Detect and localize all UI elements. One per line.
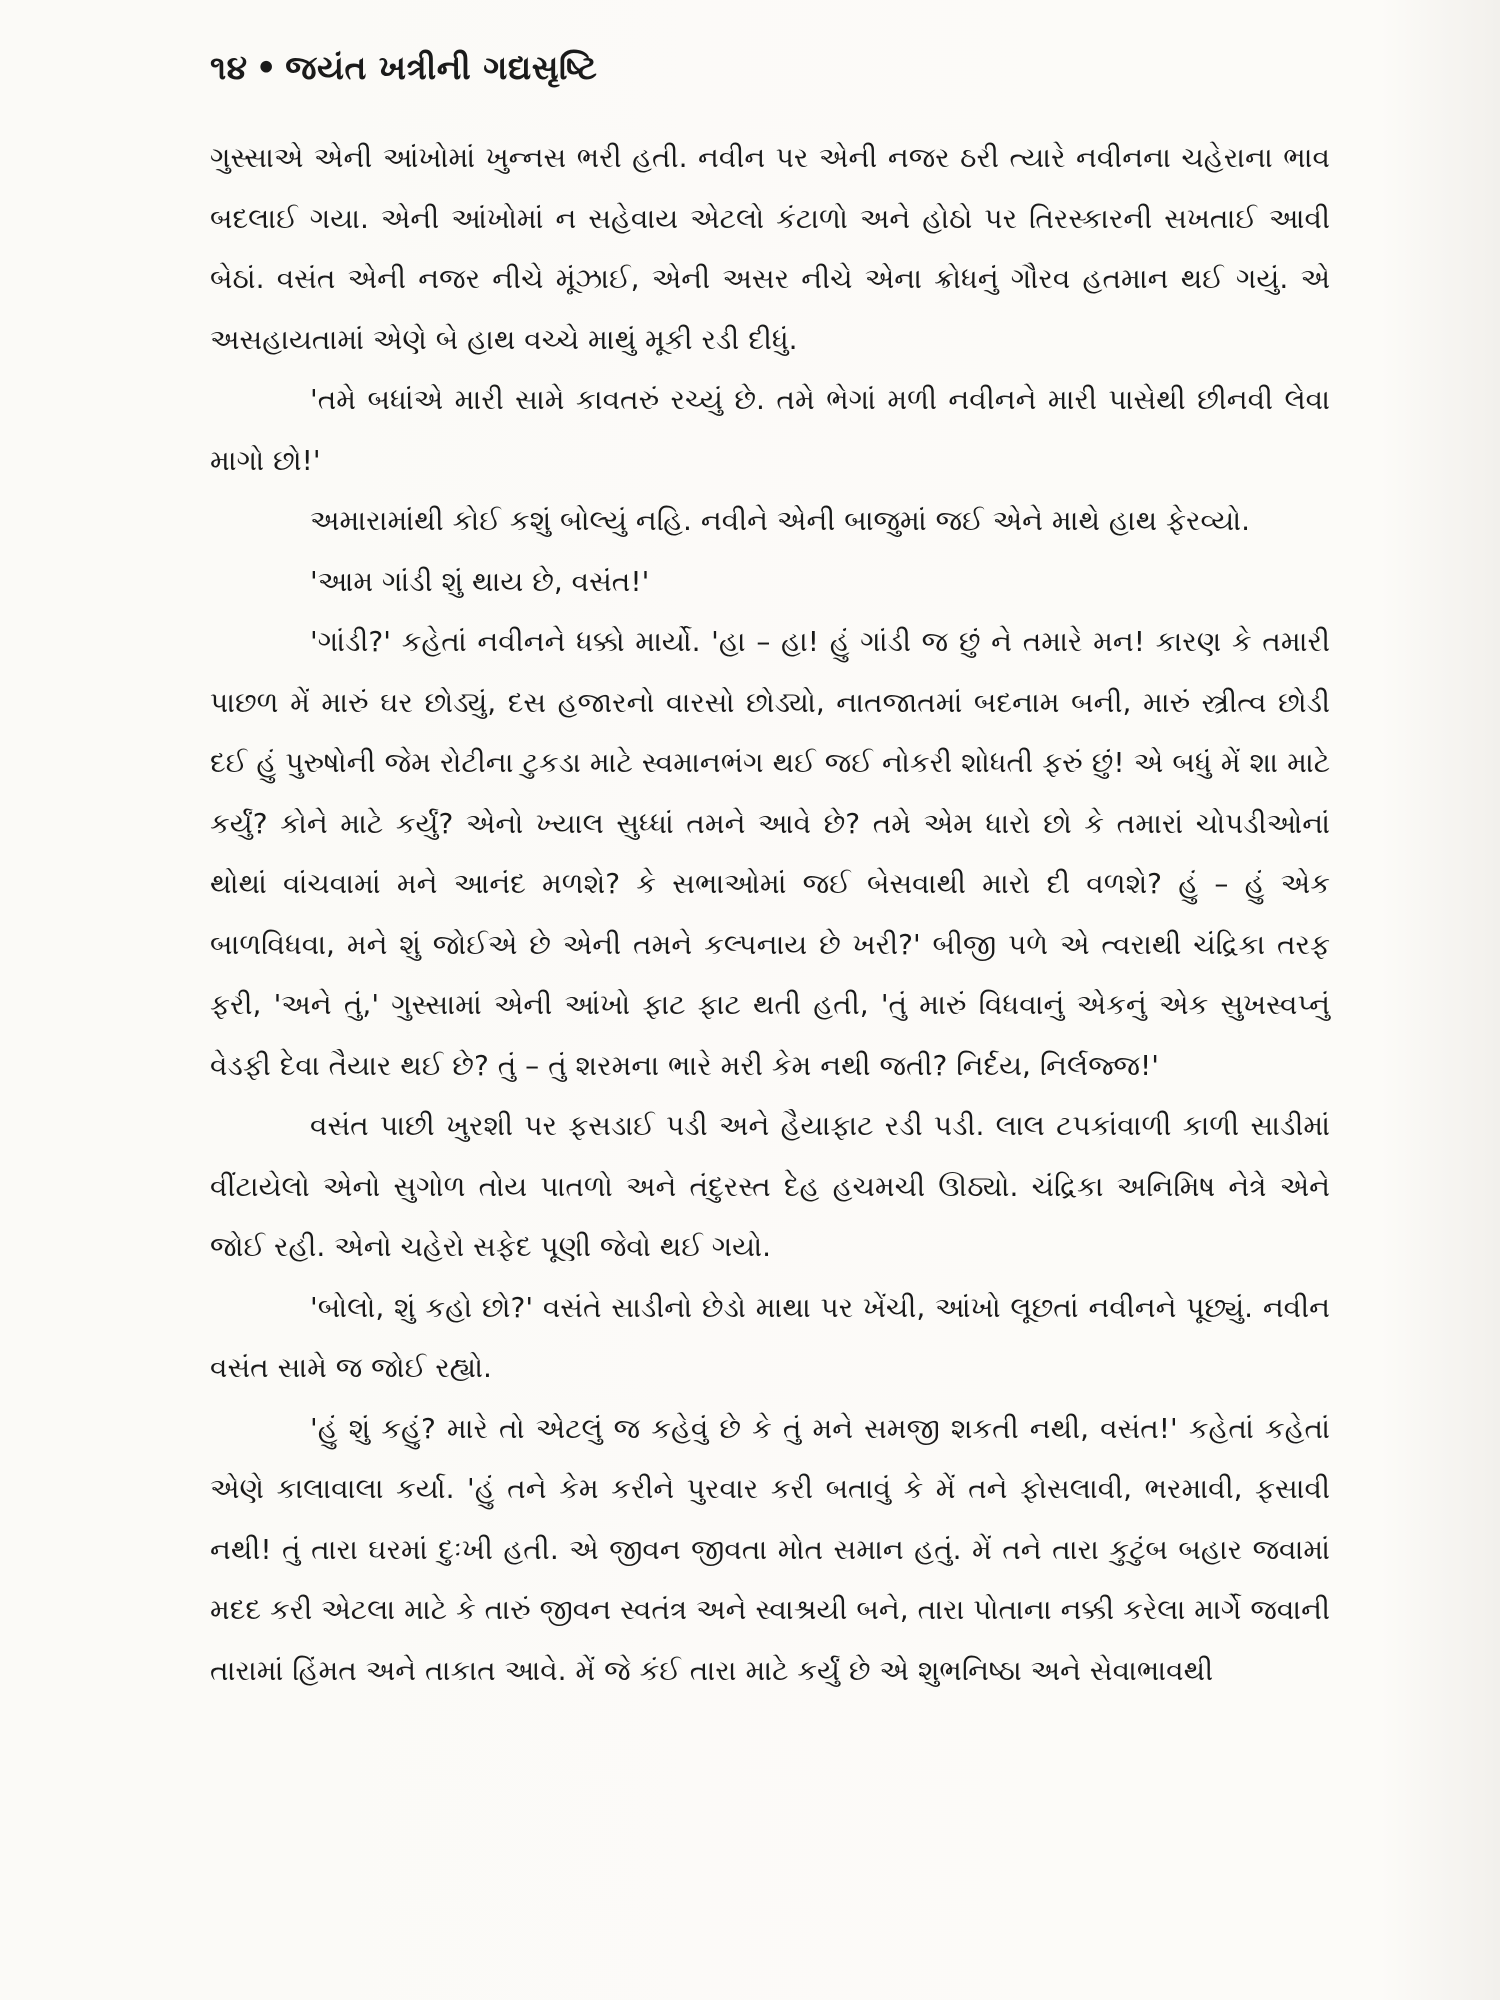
- page-number: ૧૪: [210, 48, 248, 87]
- paragraph-7: 'બોલો, શું કહો છો?' વસંતે સાડીનો છેડો માથા પર ખેંચી, આંખો લૂછતાં નવીનને પૂછ્યું. નવીન વસંત સામે જ જોઈ રહ્યો.: [210, 1290, 1330, 1384]
- paragraph-2: 'તમે બધાંએ મારી સામે કાવતરું રચ્યું છે. તમે ભેગાં મળી નવીનને મારી પાસેથી છીનવી લેવા માગો છો!': [210, 383, 1330, 477]
- paragraph-1: ગુસ્સાએ એની આંખોમાં ખુન્નસ ભરી હતી. નવીન પર એની નજર ઠરી ત્યારે નવીનના ચહેરાના ભાવ બદલાઈ ગયા. એની આંખોમાં ન સહેવાય એટલો કંટાળો અને હોઠો પર તિરસ્કારની સખતાઈ આવી બેઠાં. વસંત એની નજર નીચે મૂંઝાઈ, એની અસર નીચે એના ક્રોધનું ગૌરવ હતમાન થઈ ગયું. એ અસહાયતામાં એણે બે હાથ વચ્ચે માથું મૂકી રડી દીધું.: [210, 141, 1330, 356]
- page-header: [210, 48, 597, 88]
- paragraph-8: 'હું શું કહું? મારે તો એટલું જ કહેવું છે કે તું મને સમજી શકતી નથી, વસંત!' કહેતાં કહેતાં એણે કાલાવાલા કર્યા. 'હું તને કેમ કરીને પુરવાર કરી બતાવું કે મેં તને ફોસલાવી, ભરમાવી, ફસાવી નથી! તું તારા ઘરમાં દુઃખી હતી. એ જીવન જીવતા મોત સમાન હતું. મેં તને તારા કુટુંબ બહાર જવામાં મદદ કરી એટલા માટે કે તારું જીવન સ્વતંત્ર અને સ્વાશ્રયી બને, તારા પોતાના નક્કી કરેલા માર્ગે જવાની તારામાં હિંમત અને તાકાત આવે. મેં જે કંઈ તારા માટે કર્યું છે એ શુભનિષ્ઠા અને સેવાભાવથી: [210, 1411, 1330, 1687]
- running-title: જયંત ખત્રીની ગદ્યસૃષ્ટિ: [285, 48, 598, 87]
- paragraph-3: અમારામાંથી કોઈ કશું બોલ્યું નહિ. નવીને એની બાજુમાં જઈ એને માથે હાથ ફેરવ્યો.: [310, 504, 1251, 537]
- paragraph-6: વસંત પાછી ખુરશી પર ફસડાઈ પડી અને હૈયાફાટ રડી પડી. લાલ ટપકાંવાળી કાળી સાડીમાં વીંટાયેલો એનો સુગોળ તોય પાતળો અને તંદુરસ્ત દેહ હચમચી ઊઠ્યો. ચંદ્રિકા અનિમિષ નેત્રે એને જોઈ રહી. એનો ચહેરો સફેદ પૂણી જેવો થઈ ગયો.: [210, 1109, 1330, 1263]
- header-separator: •: [255, 48, 278, 87]
- paragraph-4: 'આમ ગાંડી શું થાય છે, વસંત!': [310, 564, 650, 598]
- page-body: [210, 128, 1330, 1701]
- paragraph-5: 'ગાંડી?' કહેતાં નવીનને ધક્કો માર્યો. 'હા – હા! હું ગાંડી જ છું ને તમારે મન! કારણ કે તમારી પાછળ મેં મારું ઘર છોડ્યું, દસ હજારનો વારસો છોડ્યો, નાતજાતમાં બદનામ બની, મારું સ્ત્રીત્વ છોડી દઈ હું પુરુષોની જેમ રોટીના ટુકડા માટે સ્વમાનભંગ થઈ જઈ નોકરી શોધતી ફરું છું! એ બધું મેં શા માટે કર્યું? કોને માટે કર્યું? એનો ખ્યાલ સુધ્ધાં તમને આવે છે? તમે એમ ધારો છો કે તમારાં ચોપડીઓનાં થોથાં વાંચવામાં મને આનંદ મળશે? કે સભાઓમાં જઈ બેસવાથી મારો દી વળશે? હું – હું એક બાળવિધવા, મને શું જોઈએ છે એની તમને કલ્પનાય છે ખરી?' બીજી પળે એ ત્વરાથી ચંદ્રિકા તરફ ફરી, 'અને તું,' ગુસ્સામાં એની આંખો ફાટ ફાટ થતી હતી, 'તું મારું વિધવાનું એકનું એક સુખસ્વપ્નું વેડફી દેવા તૈયાર થઈ છે? તું – તું શરમના ભારે મરી કેમ નથી જતી? નિર્દય, નિર્લજ્જ!': [210, 625, 1330, 1082]
